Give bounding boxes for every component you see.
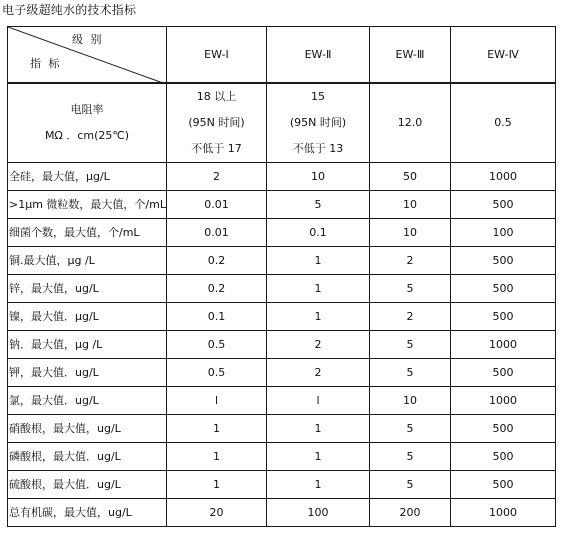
cell-ew4: 500	[450, 470, 555, 498]
row-name: 细菌个数，最大值，个/mL	[8, 218, 167, 246]
column-header-ew2: EW-Ⅱ	[266, 27, 369, 83]
cell-ew4: 1000	[450, 386, 555, 414]
row-name: 铜.最大值，μg /L	[8, 246, 167, 274]
cell-ew4: 500	[450, 442, 555, 470]
cell-ew3: 5	[369, 274, 450, 302]
table-row	[8, 358, 556, 386]
row-name: 硫酸根，最大值．ug/L	[8, 470, 167, 498]
cell-ew2: 2	[266, 330, 369, 358]
column-header-ew4: EW-Ⅳ	[450, 27, 555, 83]
cell-ew1: 0.01	[166, 218, 266, 246]
cell-ew3: 10	[369, 218, 450, 246]
cell-ew2: 5	[266, 190, 369, 218]
row-name: 钠．最大值，μg /L	[8, 330, 167, 358]
cell-ew4: 500	[450, 414, 555, 442]
resistivity-label: 电阻率	[70, 102, 104, 116]
cell-ew2: 0.1	[266, 218, 369, 246]
resistivity-ew2-line2: (95N 时间)	[289, 115, 347, 129]
resistivity-ew1-line2: (95N 时间)	[188, 115, 245, 129]
table-row	[8, 442, 556, 470]
cell-ew3: 200	[369, 498, 450, 526]
row-name: 全硅，最大值，μg/L	[8, 162, 167, 190]
cell-ew1: 0.2	[166, 274, 266, 302]
row-name: 钾，最大值．ug/L	[8, 358, 167, 386]
row-name: 氯，最大值．ug/L	[8, 386, 167, 414]
table-row	[8, 386, 556, 414]
cell-ew3: 5	[369, 470, 450, 498]
resistivity-ew1-cell	[166, 83, 266, 163]
resistivity-ew1-line1: 18 以上	[196, 89, 237, 103]
cell-ew1: 0.1	[166, 302, 266, 330]
table-row	[8, 190, 556, 218]
cell-ew1: 20	[166, 498, 266, 526]
cell-ew2: 1	[266, 442, 369, 470]
table-row	[8, 274, 556, 302]
cell-ew3: 5	[369, 358, 450, 386]
cell-ew4: 500	[450, 358, 555, 386]
cell-ew4: 500	[450, 302, 555, 330]
row-name: 磷酸根，最大值．ug/L	[8, 442, 167, 470]
cell-ew3: 5	[369, 414, 450, 442]
cell-ew3: 50	[369, 162, 450, 190]
cell-ew4: 1000	[450, 330, 555, 358]
table-row	[8, 246, 556, 274]
resistivity-ew2-cell	[266, 83, 369, 163]
cell-ew2: 100	[266, 498, 369, 526]
cell-ew3: 5	[369, 330, 450, 358]
cell-ew2: 1	[266, 246, 369, 274]
cell-ew4: 1000	[450, 162, 555, 190]
cell-ew2: l	[266, 386, 369, 414]
cell-ew1: 1	[166, 470, 266, 498]
cell-ew3: 5	[369, 442, 450, 470]
cell-ew1: 0.5	[166, 358, 266, 386]
header-index-label: 指 标	[30, 57, 62, 70]
cell-ew1: 0.5	[166, 330, 266, 358]
header-corner-cell	[8, 27, 167, 83]
header-level-label: 级 别	[72, 33, 104, 46]
table-row	[8, 302, 556, 330]
resistivity-ew2-line3: 不低于 13	[292, 141, 344, 155]
cell-ew3: 2	[369, 246, 450, 274]
resistivity-row	[8, 83, 556, 163]
row-name: >1μm 微粒数，最大值，个/mL	[8, 190, 167, 218]
row-name: 镍，最大值．μg/L	[8, 302, 167, 330]
row-name: 锌，最大值，ug/L	[8, 274, 167, 302]
cell-ew1: 0.01	[166, 190, 266, 218]
table-row	[8, 330, 556, 358]
cell-ew3: 10	[369, 190, 450, 218]
cell-ew2: 10	[266, 162, 369, 190]
cell-ew2: 1	[266, 302, 369, 330]
cell-ew2: 1	[266, 274, 369, 302]
column-header-ew1: EW-Ⅰ	[166, 27, 266, 83]
cell-ew4: 100	[450, 218, 555, 246]
cell-ew3: 2	[369, 302, 450, 330]
cell-ew2: 2	[266, 358, 369, 386]
resistivity-ew1-line3: 不低于 17	[191, 141, 242, 155]
cell-ew1: 1	[166, 414, 266, 442]
resistivity-unit: MΩ ．cm(25℃)	[44, 128, 130, 142]
cell-ew4: 500	[450, 274, 555, 302]
resistivity-ew4-cell: 0.5	[450, 83, 555, 163]
cell-ew2: 1	[266, 414, 369, 442]
row-name: 硝酸根，最大值，ug/L	[8, 414, 167, 442]
table-row	[8, 498, 556, 526]
resistivity-name-cell	[8, 83, 167, 163]
cell-ew3: 10	[369, 386, 450, 414]
cell-ew4: 500	[450, 246, 555, 274]
cell-ew1: l	[166, 386, 266, 414]
column-header-ew3: EW-Ⅲ	[369, 27, 450, 83]
cell-ew4: 500	[450, 190, 555, 218]
resistivity-ew3-cell: 12.0	[369, 83, 450, 163]
cell-ew4: 1000	[450, 498, 555, 526]
table-row	[8, 470, 556, 498]
header-row	[8, 27, 556, 83]
table-row	[8, 218, 556, 246]
cell-ew1: 0.2	[166, 246, 266, 274]
resistivity-ew2-line1: 15	[310, 89, 325, 103]
cell-ew1: 2	[166, 162, 266, 190]
spec-table	[7, 26, 556, 527]
cell-ew1: 1	[166, 442, 266, 470]
table-row	[8, 162, 556, 190]
document-title: 电子级超纯水的技术指标	[2, 3, 137, 17]
cell-ew2: 1	[266, 470, 369, 498]
table-row	[8, 414, 556, 442]
row-name: 总有机碳，最大值，ug/L	[8, 498, 167, 526]
